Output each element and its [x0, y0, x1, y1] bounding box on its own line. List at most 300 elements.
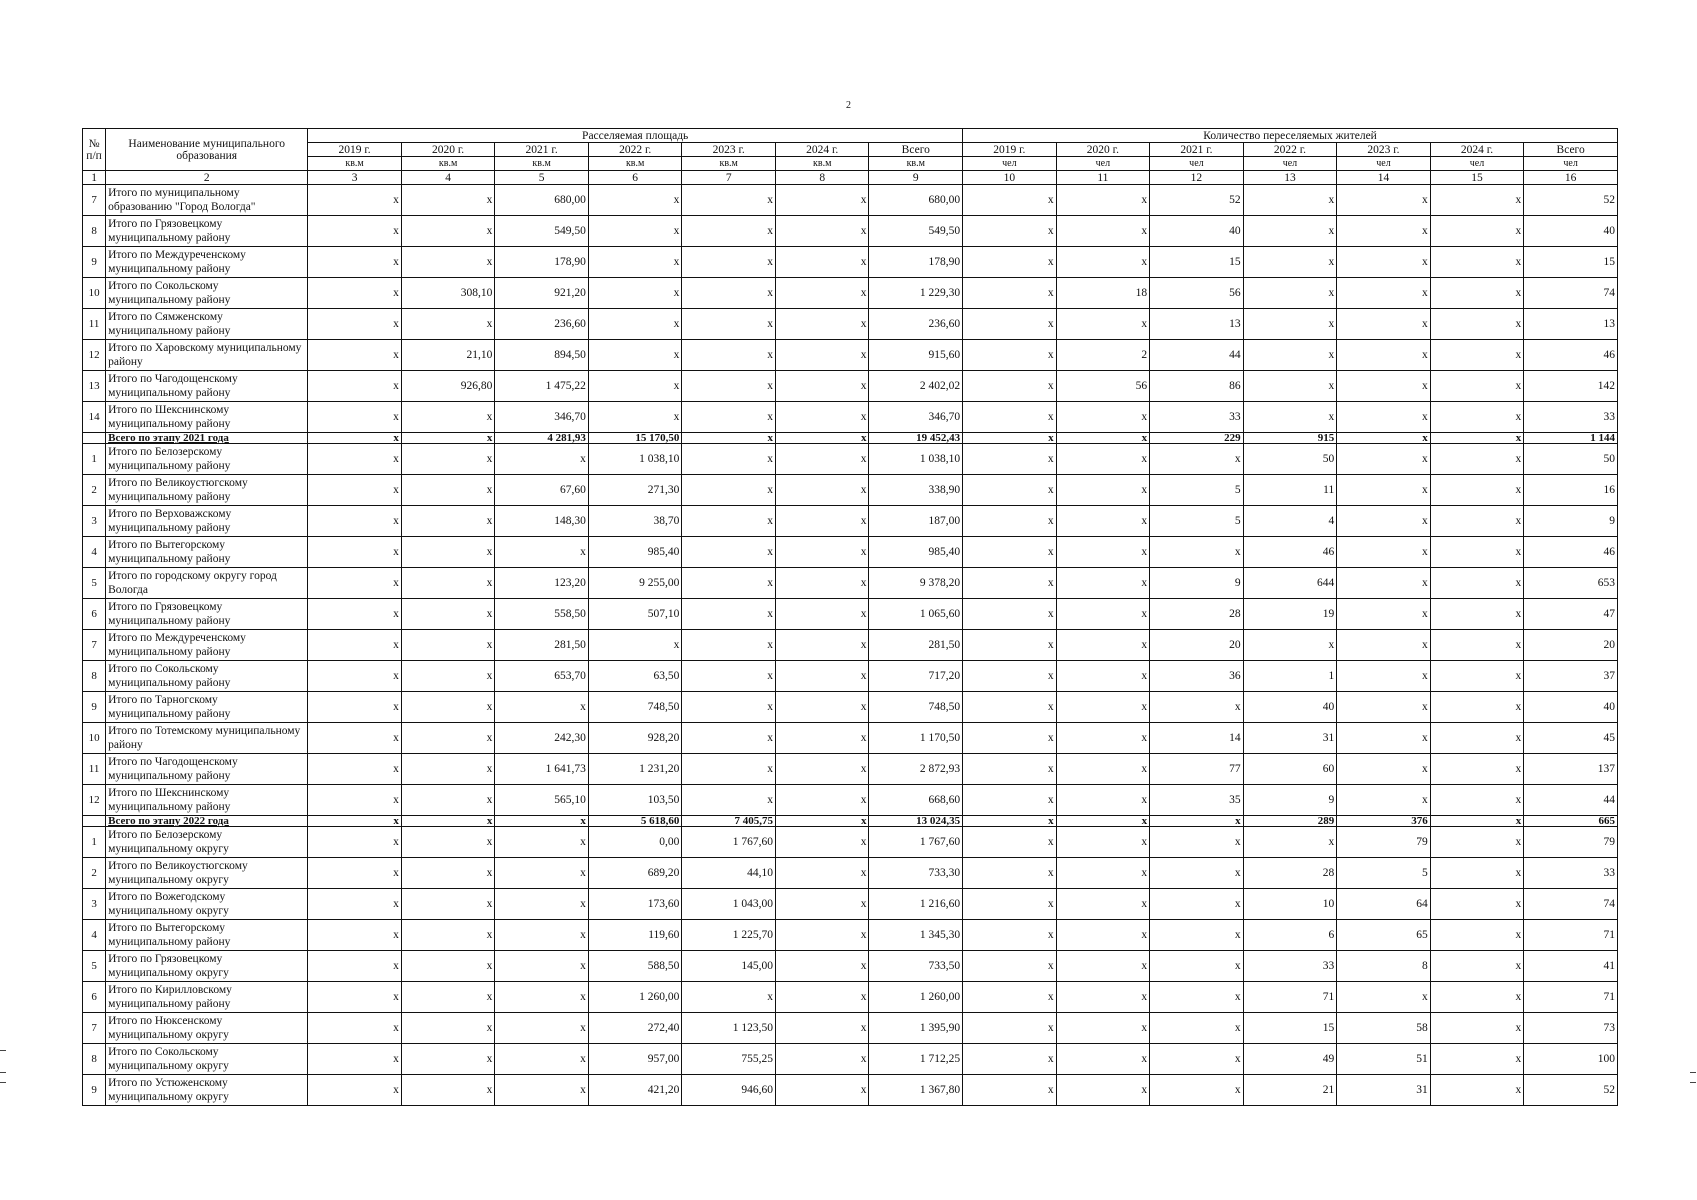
area-cell: 926,80	[401, 371, 495, 402]
people-cell: x	[1430, 475, 1524, 506]
people-cell: 40	[1243, 692, 1337, 723]
area-cell: 148,30	[495, 506, 589, 537]
area-cell: x	[775, 630, 869, 661]
area-cell: 178,90	[495, 247, 589, 278]
row-number: 3	[83, 506, 106, 537]
area-cell: x	[308, 827, 402, 858]
area-cell: x	[775, 827, 869, 858]
area-cell: x	[775, 599, 869, 630]
people-cell: x	[1056, 537, 1150, 568]
area-cell: x	[401, 309, 495, 340]
people-cell: x	[1430, 889, 1524, 920]
people-cell: 14	[1150, 723, 1244, 754]
area-cell: x	[495, 816, 589, 827]
people-cell: x	[1430, 785, 1524, 816]
people-cell: x	[1150, 444, 1244, 475]
area-cell: 9 378,20	[869, 568, 963, 599]
municipality-name: Итого по Чагодощенскому муниципальному району	[106, 754, 308, 785]
people-cell: x	[1337, 402, 1431, 433]
area-cell: x	[308, 723, 402, 754]
people-cell: x	[1056, 827, 1150, 858]
municipality-name: Итого по Вожегодскому муниципальному округу	[106, 889, 308, 920]
area-cell: x	[775, 692, 869, 723]
people-unit-header: чел	[1524, 157, 1618, 171]
area-cell: x	[308, 278, 402, 309]
stage-total-row	[83, 433, 1618, 444]
margin-mark	[1690, 1072, 1696, 1073]
people-cell: x	[1243, 402, 1337, 433]
people-cell: 71	[1524, 920, 1618, 951]
area-cell: 338,90	[869, 475, 963, 506]
people-cell: 52	[1150, 185, 1244, 216]
area-cell: x	[401, 1013, 495, 1044]
area-cell: x	[495, 982, 589, 1013]
header-years-row	[83, 143, 1618, 157]
people-cell: x	[1337, 630, 1431, 661]
people-cell: 376	[1337, 816, 1431, 827]
people-cell: 56	[1150, 278, 1244, 309]
area-cell: x	[495, 1013, 589, 1044]
table-row	[83, 827, 1618, 858]
people-cell: x	[1056, 1013, 1150, 1044]
area-cell: x	[775, 216, 869, 247]
people-cell: x	[1150, 692, 1244, 723]
row-number: 6	[83, 599, 106, 630]
table-row	[83, 568, 1618, 599]
area-cell: x	[588, 278, 682, 309]
people-cell: x	[963, 692, 1057, 723]
area-cell: x	[401, 630, 495, 661]
area-cell: x	[682, 247, 776, 278]
area-cell: x	[308, 247, 402, 278]
header-units-row	[83, 157, 1618, 171]
people-cell: x	[1150, 1013, 1244, 1044]
people-cell: 653	[1524, 568, 1618, 599]
people-cell: 9	[1524, 506, 1618, 537]
area-cell: 588,50	[588, 951, 682, 982]
area-cell: x	[588, 247, 682, 278]
area-cell: x	[682, 185, 776, 216]
area-cell: x	[775, 340, 869, 371]
area-cell: x	[401, 568, 495, 599]
municipality-name: Итого по Междуреченскому муниципальному району	[106, 247, 308, 278]
table-row	[83, 506, 1618, 537]
people-cell: 49	[1243, 1044, 1337, 1075]
area-cell: 565,10	[495, 785, 589, 816]
area-cell: 921,20	[495, 278, 589, 309]
people-cell: x	[1337, 537, 1431, 568]
people-cell: x	[1150, 816, 1244, 827]
people-cell: x	[1337, 568, 1431, 599]
people-cell: x	[1430, 723, 1524, 754]
area-cell: 957,00	[588, 1044, 682, 1075]
area-unit-header: кв.м	[495, 157, 589, 171]
margin-mark	[0, 1050, 6, 1051]
row-number	[83, 433, 106, 444]
area-cell: x	[495, 889, 589, 920]
people-cell: 50	[1524, 444, 1618, 475]
people-cell: x	[963, 1044, 1057, 1075]
area-cell: 178,90	[869, 247, 963, 278]
people-cell: x	[963, 982, 1057, 1013]
area-cell: 668,60	[869, 785, 963, 816]
municipality-name: Итого по Шекснинскому муниципальному району	[106, 402, 308, 433]
area-cell: x	[588, 309, 682, 340]
people-cell: x	[963, 1013, 1057, 1044]
people-cell: x	[1430, 1013, 1524, 1044]
people-cell: 58	[1337, 1013, 1431, 1044]
area-cell: x	[308, 858, 402, 889]
table-row	[83, 309, 1618, 340]
area-unit-header: кв.м	[308, 157, 402, 171]
column-number-header: 7	[682, 171, 776, 185]
people-cell: x	[963, 309, 1057, 340]
people-cell: 36	[1150, 661, 1244, 692]
people-cell: x	[1337, 216, 1431, 247]
area-cell: x	[588, 371, 682, 402]
area-cell: x	[308, 371, 402, 402]
area-cell: 1 395,90	[869, 1013, 963, 1044]
people-cell: 33	[1150, 402, 1244, 433]
area-cell: 7 405,75	[682, 816, 776, 827]
people-cell: 4	[1243, 506, 1337, 537]
municipality-name: Итого по муниципальному образованию "Город Вологда"	[106, 185, 308, 216]
people-cell: 644	[1243, 568, 1337, 599]
people-cell: x	[1430, 444, 1524, 475]
area-unit-header: кв.м	[588, 157, 682, 171]
column-number-header: 4	[401, 171, 495, 185]
people-cell: x	[1430, 506, 1524, 537]
people-cell: 64	[1337, 889, 1431, 920]
area-cell: x	[495, 537, 589, 568]
table-row	[83, 858, 1618, 889]
area-cell: 19 452,43	[869, 433, 963, 444]
people-cell: 1	[1243, 661, 1337, 692]
people-cell: x	[1430, 661, 1524, 692]
people-cell: x	[963, 827, 1057, 858]
column-number-header: 2	[106, 171, 308, 185]
area-cell: x	[682, 982, 776, 1013]
area-cell: 733,50	[869, 951, 963, 982]
table-row	[83, 630, 1618, 661]
area-cell: 985,40	[869, 537, 963, 568]
area-cell: 549,50	[869, 216, 963, 247]
municipality-name: Всего по этапу 2022 года	[106, 816, 308, 827]
people-cell: x	[1056, 185, 1150, 216]
people-cell: 142	[1524, 371, 1618, 402]
people-cell: x	[1337, 340, 1431, 371]
area-cell: 1 767,60	[682, 827, 776, 858]
people-cell: 41	[1524, 951, 1618, 982]
area-cell: 67,60	[495, 475, 589, 506]
row-number: 6	[83, 982, 106, 1013]
people-cell: x	[1056, 506, 1150, 537]
area-cell: x	[495, 1044, 589, 1075]
area-cell: x	[401, 858, 495, 889]
row-number: 7	[83, 185, 106, 216]
row-number: 7	[83, 1013, 106, 1044]
area-cell: 1 475,22	[495, 371, 589, 402]
people-cell: x	[963, 247, 1057, 278]
area-year-header: 2019 г.	[308, 143, 402, 157]
people-cell: x	[1243, 340, 1337, 371]
area-cell: 1 170,50	[869, 723, 963, 754]
people-cell: 915	[1243, 433, 1337, 444]
area-cell: x	[308, 630, 402, 661]
people-cell: x	[1430, 754, 1524, 785]
people-cell: x	[1430, 827, 1524, 858]
people-cell: x	[1430, 402, 1524, 433]
municipality-name: Итого по Белозерскому муниципальному округу	[106, 827, 308, 858]
people-cell: 46	[1524, 537, 1618, 568]
people-cell: x	[1430, 433, 1524, 444]
municipality-name: Итого по Вытегорскому муниципальному району	[106, 537, 308, 568]
row-number: 11	[83, 309, 106, 340]
people-cell: x	[1056, 475, 1150, 506]
municipality-name: Итого по Сокольскому муниципальному району	[106, 278, 308, 309]
municipality-name: Итого по Белозерскому муниципальному району	[106, 444, 308, 475]
people-cell: 73	[1524, 1013, 1618, 1044]
area-cell: x	[775, 278, 869, 309]
stage-total-row	[83, 816, 1618, 827]
people-year-header: 2019 г.	[963, 143, 1057, 157]
people-cell: x	[1150, 1075, 1244, 1106]
area-cell: 946,60	[682, 1075, 776, 1106]
people-cell: x	[1337, 661, 1431, 692]
people-cell: x	[963, 858, 1057, 889]
municipality-name: Итого по Сокольскому муниципальному округу	[106, 1044, 308, 1075]
area-cell: x	[401, 661, 495, 692]
area-cell: x	[308, 433, 402, 444]
people-cell: x	[1430, 216, 1524, 247]
table-header	[83, 129, 1618, 185]
people-cell: x	[1243, 247, 1337, 278]
people-cell: x	[1056, 630, 1150, 661]
people-cell: x	[1430, 1044, 1524, 1075]
area-cell: 928,20	[588, 723, 682, 754]
area-cell: x	[401, 692, 495, 723]
area-cell: x	[308, 475, 402, 506]
people-cell: x	[963, 889, 1057, 920]
area-cell: x	[495, 858, 589, 889]
margin-mark	[1690, 1082, 1696, 1083]
area-cell: 507,10	[588, 599, 682, 630]
people-cell: x	[963, 723, 1057, 754]
people-cell: 229	[1150, 433, 1244, 444]
people-cell: 71	[1524, 982, 1618, 1013]
people-cell: x	[1150, 920, 1244, 951]
column-number-header: 14	[1337, 171, 1431, 185]
area-cell: 308,10	[401, 278, 495, 309]
area-cell: x	[775, 1075, 869, 1106]
area-year-header: 2021 г.	[495, 143, 589, 157]
people-cell: x	[1056, 402, 1150, 433]
area-cell: 985,40	[588, 537, 682, 568]
people-cell: x	[1056, 444, 1150, 475]
people-cell: x	[1430, 599, 1524, 630]
people-cell: x	[963, 278, 1057, 309]
row-number: 5	[83, 951, 106, 982]
people-cell: x	[963, 661, 1057, 692]
area-cell: x	[682, 754, 776, 785]
column-number-header: 13	[1243, 171, 1337, 185]
people-cell: x	[1056, 889, 1150, 920]
people-cell: x	[963, 754, 1057, 785]
area-cell: x	[775, 444, 869, 475]
area-cell: x	[308, 920, 402, 951]
people-year-header: 2024 г.	[1430, 143, 1524, 157]
area-cell: x	[308, 340, 402, 371]
people-cell: x	[1337, 247, 1431, 278]
area-cell: x	[682, 402, 776, 433]
area-cell: x	[775, 754, 869, 785]
people-cell: 40	[1524, 692, 1618, 723]
people-year-header: 2021 г.	[1150, 143, 1244, 157]
people-cell: x	[1150, 858, 1244, 889]
people-cell: x	[963, 371, 1057, 402]
municipality-name: Итого по Вытегорскому муниципальному району	[106, 920, 308, 951]
people-cell: 35	[1150, 785, 1244, 816]
people-cell: x	[1243, 309, 1337, 340]
people-cell: x	[963, 340, 1057, 371]
area-cell: x	[308, 951, 402, 982]
area-cell: 549,50	[495, 216, 589, 247]
area-cell: 915,60	[869, 340, 963, 371]
area-cell: 281,50	[869, 630, 963, 661]
people-cell: 79	[1337, 827, 1431, 858]
people-cell: x	[1430, 309, 1524, 340]
area-cell: x	[401, 982, 495, 1013]
area-cell: x	[682, 661, 776, 692]
table-row	[83, 537, 1618, 568]
area-cell: 2 872,93	[869, 754, 963, 785]
area-cell: x	[308, 785, 402, 816]
people-cell: x	[1430, 982, 1524, 1013]
people-cell: 665	[1524, 816, 1618, 827]
area-cell: 733,30	[869, 858, 963, 889]
people-cell: 71	[1243, 982, 1337, 1013]
row-number: 9	[83, 247, 106, 278]
people-cell: 1 144	[1524, 433, 1618, 444]
area-cell: x	[401, 247, 495, 278]
area-cell: x	[308, 599, 402, 630]
people-cell: x	[1430, 816, 1524, 827]
area-cell: x	[308, 402, 402, 433]
area-cell: 1 216,60	[869, 889, 963, 920]
area-cell: x	[401, 785, 495, 816]
people-cell: x	[963, 185, 1057, 216]
column-number-header: 12	[1150, 171, 1244, 185]
area-cell: x	[682, 444, 776, 475]
people-unit-header: чел	[1243, 157, 1337, 171]
area-cell: x	[682, 506, 776, 537]
area-cell: 236,60	[495, 309, 589, 340]
area-cell: x	[775, 723, 869, 754]
area-cell: x	[401, 827, 495, 858]
people-cell: x	[963, 216, 1057, 247]
people-cell: 46	[1243, 537, 1337, 568]
row-number: 8	[83, 216, 106, 247]
area-cell: 272,40	[588, 1013, 682, 1044]
people-cell: x	[963, 475, 1057, 506]
people-cell: 16	[1524, 475, 1618, 506]
people-cell: 79	[1524, 827, 1618, 858]
area-cell: 717,20	[869, 661, 963, 692]
area-cell: x	[588, 185, 682, 216]
people-cell: 15	[1524, 247, 1618, 278]
area-cell: x	[308, 661, 402, 692]
area-cell: 1 260,00	[869, 982, 963, 1013]
area-cell: 1 038,10	[588, 444, 682, 475]
people-cell: x	[963, 630, 1057, 661]
area-cell: x	[308, 568, 402, 599]
people-cell: 28	[1243, 858, 1337, 889]
people-unit-header: чел	[963, 157, 1057, 171]
column-number-header: 3	[308, 171, 402, 185]
area-cell: x	[495, 951, 589, 982]
people-cell: 31	[1243, 723, 1337, 754]
people-cell: 74	[1524, 889, 1618, 920]
people-cell: x	[1430, 951, 1524, 982]
row-number: 8	[83, 661, 106, 692]
area-cell: x	[401, 433, 495, 444]
people-cell: 9	[1150, 568, 1244, 599]
area-cell: 748,50	[588, 692, 682, 723]
people-cell: x	[1056, 216, 1150, 247]
area-year-header: 2022 г.	[588, 143, 682, 157]
row-number: 1	[83, 827, 106, 858]
people-cell: x	[1337, 185, 1431, 216]
people-cell: 5	[1337, 858, 1431, 889]
area-cell: x	[308, 889, 402, 920]
people-cell: 60	[1243, 754, 1337, 785]
municipality-name: Итого по городскому округу город Вологда	[106, 568, 308, 599]
area-cell: x	[401, 537, 495, 568]
people-cell: x	[1430, 568, 1524, 599]
people-cell: x	[1056, 858, 1150, 889]
people-cell: x	[1337, 371, 1431, 402]
people-cell: x	[1056, 568, 1150, 599]
table-row	[83, 599, 1618, 630]
area-cell: 1 641,73	[495, 754, 589, 785]
area-cell: 1 225,70	[682, 920, 776, 951]
header-name: Наименование муниципального образования	[106, 129, 308, 171]
people-cell: 20	[1150, 630, 1244, 661]
people-cell: x	[963, 599, 1057, 630]
row-number: 3	[83, 889, 106, 920]
area-cell: x	[401, 816, 495, 827]
resettlement-table	[82, 128, 1618, 1106]
area-cell: x	[401, 1075, 495, 1106]
table-row	[83, 754, 1618, 785]
area-cell: 2 402,02	[869, 371, 963, 402]
area-cell: 5 618,60	[588, 816, 682, 827]
area-cell: x	[682, 278, 776, 309]
people-cell: 15	[1150, 247, 1244, 278]
people-cell: x	[1243, 827, 1337, 858]
people-cell: x	[1056, 433, 1150, 444]
people-cell: x	[1056, 309, 1150, 340]
people-cell: x	[1150, 982, 1244, 1013]
area-cell: x	[588, 630, 682, 661]
area-year-header: 2024 г.	[775, 143, 869, 157]
people-cell: x	[1056, 599, 1150, 630]
people-cell: x	[963, 816, 1057, 827]
area-cell: 1 123,50	[682, 1013, 776, 1044]
area-unit-header: кв.м	[401, 157, 495, 171]
people-cell: 56	[1056, 371, 1150, 402]
people-cell: x	[1337, 475, 1431, 506]
